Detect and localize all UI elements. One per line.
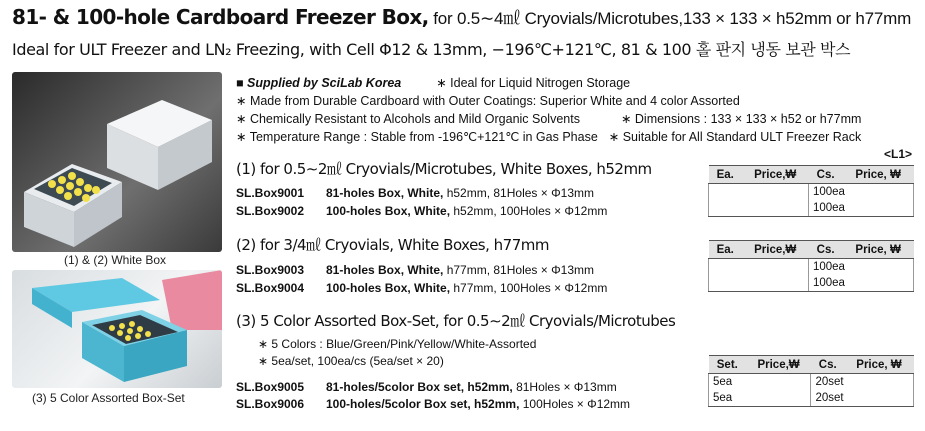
col-header: Ea. [709, 241, 742, 259]
section-3-note: ∗ 5 Colors : Blue/Green/Pink/Yellow/White-Assorted [258, 337, 537, 351]
section-3-note: ∗ 5ea/set, 100ea/cs (5ea/set × 20) [258, 354, 444, 368]
product-code: SL.Box9006 [236, 397, 305, 411]
col-header: Set. [709, 356, 747, 374]
white-box-caption: (1) & (2) White Box [64, 253, 167, 267]
feature-temperature: ∗ Temperature Range : Stable from -196℃+121℃ in Gas Phase [236, 130, 598, 144]
col-header: Ea. [709, 166, 742, 184]
title-main: 81- & 100-hole Cardboard Freezer Box, [12, 5, 429, 29]
table-row: 100ea [709, 275, 914, 292]
product-desc: 81-holes Box, White, h52mm, 81Holes × Φ13mm [326, 186, 595, 200]
table-row: 100ea [709, 200, 914, 217]
product-code: SL.Box9003 [236, 263, 305, 277]
price-table-3 [708, 355, 914, 407]
price-table-2 [708, 240, 914, 292]
col-header: Cs. [811, 356, 844, 374]
feature-chemical: ∗ Chemically Resistant to Alcohols and Mild Organic Solvents [236, 112, 580, 126]
table-row: 5ea 20set [709, 390, 914, 407]
price-table-1 [708, 165, 914, 217]
feature-material: ∗ Made from Durable Cardboard with Outer Coatings: Superior White and 4 color Assorted [236, 94, 740, 108]
page-subtitle: Ideal for ULT Freezer and LN₂ Freezing, with Cell Φ12 & 13mm, −196℃+121℃, 81 & 100 홀 판지 냉동 보관 박스 [12, 40, 851, 59]
feature-rack: ∗ Suitable for All Standard ULT Freezer Rack [608, 130, 862, 144]
section-1-heading: (1) for 0.5∼2㎖ Cryovials/Microtubes, White Boxes, h52mm [236, 160, 652, 178]
color-box-photo [12, 270, 222, 388]
col-header: Price,₩ [742, 241, 808, 259]
table-row: 5ea 20set [709, 374, 914, 391]
table-row: 100ea [709, 259, 914, 276]
page-tag: <L1> [884, 147, 913, 161]
product-desc: 100-holes/5color Box set, h52mm, 100Holes × Φ12mm [326, 397, 631, 411]
section-2-heading: (2) for 3/4㎖ Cryovials, White Boxes, h77mm [236, 236, 549, 254]
feature-ln2: ∗ Ideal for Liquid Nitrogen Storage [436, 76, 631, 90]
product-code: SL.Box9001 [236, 186, 305, 200]
page-title [12, 4, 911, 29]
section-3-heading: (3) 5 Color Assorted Box-Set, for 0.5∼2㎖ Cryovials/Microtubes [236, 312, 676, 330]
col-header: Price, ₩ [843, 166, 914, 184]
color-box-caption: (3) 5 Color Assorted Box-Set [32, 391, 185, 405]
supplier-line: ■ Supplied by SciLab Korea [236, 76, 402, 90]
product-code: SL.Box9002 [236, 204, 305, 218]
col-header: Price,₩ [746, 356, 811, 374]
title-rest: for 0.5∼4㎖ Cryovials/Microtubes,133 × 133 × h52mm or h77mm [433, 9, 912, 28]
product-desc: 81-holes Box, White, h77mm, 81Holes × Φ13mm [326, 263, 595, 277]
col-header: Price, ₩ [844, 356, 913, 374]
col-header: Cs. [808, 166, 842, 184]
product-desc: 81-holes/5color Box set, h52mm, 81Holes × Φ13mm [326, 380, 617, 394]
product-desc: 100-holes Box, White, h52mm, 100Holes × Φ12mm [326, 204, 608, 218]
col-header: Price,₩ [742, 166, 808, 184]
col-header: Price, ₩ [843, 241, 914, 259]
feature-dimensions: ∗ Dimensions : 133 × 133 × h52 or h77mm [620, 112, 862, 126]
feature-list [236, 74, 861, 146]
col-header: Cs. [808, 241, 842, 259]
product-desc: 100-holes Box, White, h77mm, 100Holes × Φ12mm [326, 281, 608, 295]
white-box-photo [12, 72, 222, 252]
product-code: SL.Box9004 [236, 281, 305, 295]
table-row: 100ea [709, 184, 914, 201]
product-code: SL.Box9005 [236, 380, 305, 394]
